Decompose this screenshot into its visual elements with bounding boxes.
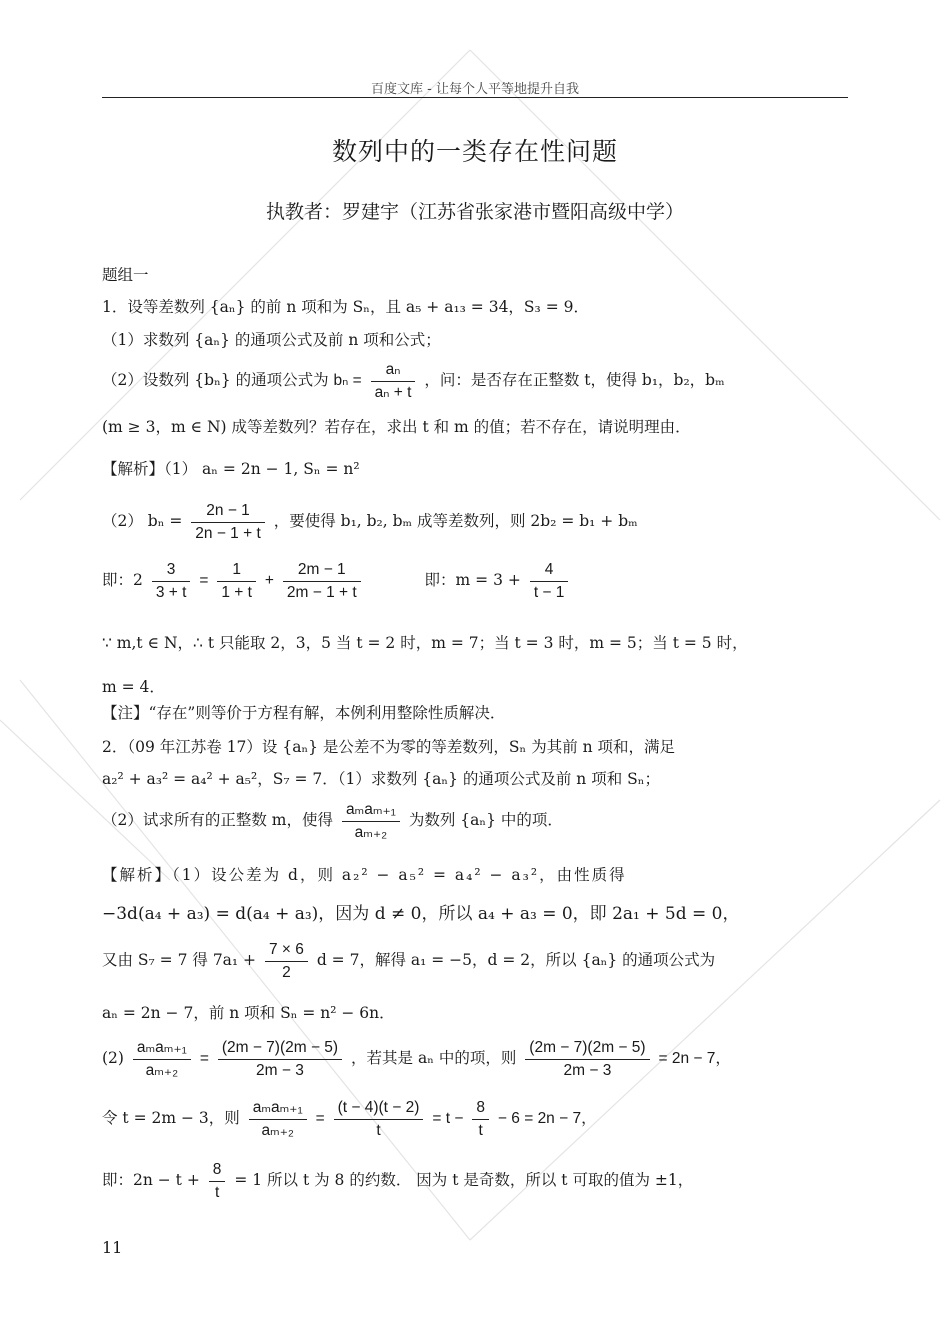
sol3-a: 即：2 xyxy=(102,571,143,589)
p2sol5-fraction-3 xyxy=(525,1040,649,1078)
solution-2-part1: 【解析】（1）设公差为 d，则 a₂² − a₅² = a₄² − a₃²，由性质得 xyxy=(102,866,627,884)
author-line: 执教者：罗建宇（江苏省张家港市暨阳高级中学） xyxy=(265,201,684,223)
solution-1-part3: 即：2 $\frac{3}{3 + t}$ = $\frac{1}{1 + t}$ + $\frac{2m - 1}{2m - 1 + t}$ 即：m = 3 + $\frac{4}{t - 1}$ xyxy=(102,562,572,600)
fraction-numerator: 8 xyxy=(209,1162,226,1182)
fraction-numerator: aₙ xyxy=(371,362,416,382)
problem-1-q1: （1）求数列 {aₙ} 的通项公式及前 n 项和公式； xyxy=(102,331,441,349)
fraction-denominator: t − 1 xyxy=(533,583,565,601)
solution-1-part1: 【解析】（1） aₙ = 2n − 1, Sₙ = n² xyxy=(102,460,360,478)
sol3-fraction-2 xyxy=(217,562,256,600)
fraction-numerator: aₘaₘ₊₁ xyxy=(342,802,400,822)
q2-text-c: ，问：是否存在正整数 t，使得 b₁，b₂，bₘ xyxy=(424,371,725,389)
p2sol3-b: d = 7，解得 a₁ = −5，d = 2，所以 {aₙ} 的通项公式为 xyxy=(316,951,716,969)
p2q2-fraction xyxy=(342,802,400,840)
fraction-numerator: 8 xyxy=(472,1100,489,1120)
problem-2-q2 xyxy=(102,802,563,840)
p2sol3-fraction xyxy=(265,942,308,980)
document-title: 数列中的一类存在性问题 xyxy=(331,137,618,166)
fraction-numerator: 7 × 6 xyxy=(265,942,308,962)
p2q2-b: 为数列 {aₙ} 中的项． xyxy=(408,811,563,829)
fraction-numerator: aₘaₘ₊₁ xyxy=(249,1100,307,1120)
fraction-denominator: t xyxy=(376,1121,381,1139)
sol3-fraction-1 xyxy=(152,562,191,600)
fraction-denominator: 2n − 1 + t xyxy=(195,524,261,542)
p2sol5-d: = 2n − 7， xyxy=(658,1050,731,1067)
p2sol5-b: = xyxy=(199,1050,209,1067)
p2sol5-c: ，若其是 aₙ 中的项，则 xyxy=(351,1049,517,1067)
solution-2-part6 xyxy=(102,1100,597,1138)
p2q2-a: （2）试求所有的正整数 m，使得 xyxy=(102,811,333,829)
solution-2-part2: −3d(a₄ + a₃) = d(a₄ + a₃)，因为 d ≠ 0，所以 a₄ + a₃ = 0，即 2a₁ + 5d = 0， xyxy=(102,904,740,924)
solution-1-part4: ∵ m,t ∈ N，∴ t 只能取 2，3，5 当 t = 2 时，m = 7；当 t = 3 时，m = 5；当 t = 5 时， xyxy=(102,634,748,652)
fraction-denominator: aₙ + t xyxy=(374,383,412,401)
p2sol6-c: = t − xyxy=(432,1110,464,1127)
p2sol7-b: = 1 所以 t 为 8 的约数． 因为 t 是奇数，所以 t 可取的值为 ±1， xyxy=(234,1171,694,1189)
solution-1-part5: m = 4． xyxy=(102,678,165,696)
solution-2-part5 xyxy=(102,1040,731,1078)
p2sol6-a: 令 t = 2m − 3，则 xyxy=(102,1109,240,1127)
solution-2-part7 xyxy=(102,1162,693,1200)
fraction-numerator: 1 xyxy=(217,562,256,582)
fraction-denominator: aₘ₊₂ xyxy=(145,1061,179,1079)
solution-2-part4: aₙ = 2n − 7，前 n 项和 Sₙ = n² − 6n． xyxy=(102,1004,395,1022)
p2sol5-a: (2) xyxy=(102,1049,124,1067)
page-header: 百度文库 - 让每个人平等地提升自我 xyxy=(371,82,579,97)
solution-1-part2 xyxy=(102,503,638,541)
fraction-denominator: 2m − 1 + t xyxy=(286,583,357,601)
fraction-numerator: 3 xyxy=(152,562,191,582)
p2sol3-a: 又由 S₇ = 7 得 7a₁ + xyxy=(102,951,257,969)
fraction-denominator: aₘ₊₂ xyxy=(261,1121,294,1139)
p2sol5-fraction-2 xyxy=(218,1040,342,1078)
problem-1-stem: 1．设等差数列 {aₙ} 的前 n 项和为 Sₙ，且 a₅ + a₁₃ = 34，S₃ = 9． xyxy=(102,298,589,316)
fraction-numerator: aₘaₘ₊₁ xyxy=(133,1040,191,1060)
fraction-numerator: (2m − 7)(2m − 5) xyxy=(525,1040,649,1060)
problem-2-stem: 2．（09 年江苏卷 17）设 {aₙ} 是公差不为零的等差数列，Sₙ 为其前 n 项和，满足 xyxy=(102,738,676,756)
p2sol7-fraction xyxy=(209,1162,226,1200)
p2sol6-fraction-2 xyxy=(334,1100,424,1138)
problem-2-condition: a₂² + a₃² = a₄² + a₅²，S₇ = 7．（1）求数列 {aₙ} 的通项公式及前 n 项和 Sₙ； xyxy=(102,770,660,788)
section-heading: 题组一 xyxy=(102,266,149,284)
p2sol6-fraction-1 xyxy=(249,1100,307,1138)
page-number: 11 xyxy=(102,1238,123,1257)
sol2-b: ，要使得 b₁, b₂, bₘ 成等差数列，则 2b₂ = b₁ + bₘ xyxy=(273,512,638,530)
fraction-denominator: aₘ₊₂ xyxy=(354,823,388,841)
q2-text-a: （2）设数列 {bₙ} 的通项公式为 xyxy=(102,371,329,389)
fraction-denominator: 1 + t xyxy=(221,583,252,601)
q2-fraction xyxy=(371,362,416,400)
p2sol7-a: 即：2n − t + xyxy=(102,1171,200,1189)
sol3-b: 即：m = 3 + xyxy=(424,571,521,589)
sol2-a: （2） bₙ = xyxy=(102,512,183,530)
fraction-denominator: 3 + t xyxy=(155,583,187,601)
fraction-denominator: 2m − 3 xyxy=(563,1061,612,1079)
p2sol6-b: = xyxy=(315,1110,325,1127)
p2sol5-fraction-1 xyxy=(133,1040,191,1078)
fraction-numerator: (2m − 7)(2m − 5) xyxy=(218,1040,342,1060)
fraction-numerator: 2n − 1 xyxy=(191,503,265,523)
sol3-fraction-4 xyxy=(530,562,569,600)
q2-text-b: bₙ = xyxy=(333,372,362,389)
fraction-numerator: 2m − 1 xyxy=(283,562,361,582)
p2sol6-fraction-3 xyxy=(472,1100,489,1138)
problem-1-q2-cont: (m ≥ 3，m ∈ N) 成等差数列？若存在，求出 t 和 m 的值；若不存在，请说明理由． xyxy=(102,418,691,436)
fraction-denominator: 2 xyxy=(282,963,291,981)
sol2-fraction xyxy=(191,503,265,541)
fraction-denominator: t xyxy=(478,1121,483,1139)
fraction-numerator: (t − 4)(t − 2) xyxy=(334,1100,424,1120)
header-rule xyxy=(102,97,848,98)
note-1: 【注】“存在”则等价于方程有解，本例利用整除性质解决． xyxy=(102,704,506,722)
fraction-denominator: t xyxy=(214,1183,220,1201)
problem-1-q2 xyxy=(102,362,725,400)
sol3-fraction-3 xyxy=(283,562,361,600)
fraction-numerator: 4 xyxy=(530,562,569,582)
solution-2-part3 xyxy=(102,942,715,980)
fraction-denominator: 2m − 3 xyxy=(256,1061,304,1079)
p2sol6-d: − 6 = 2n − 7， xyxy=(497,1110,597,1127)
